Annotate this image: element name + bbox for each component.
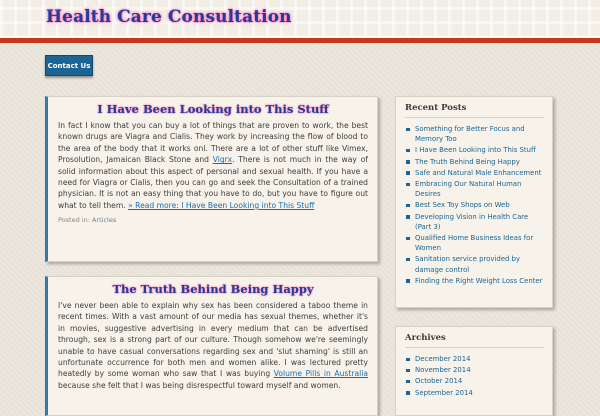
post-excerpt	[58, 300, 368, 391]
recent-posts-widget	[395, 96, 553, 308]
post-excerpt	[58, 120, 368, 211]
archive-link[interactable]: October 2014	[405, 376, 544, 386]
post-article	[45, 96, 378, 262]
posted-in-label: Posted in:	[58, 216, 92, 225]
category-link[interactable]: Articles	[91, 216, 117, 225]
recent-post-link[interactable]: The Truth Behind Being Happy	[405, 157, 544, 167]
recent-posts-list	[405, 124, 544, 286]
post-title[interactable]: The Truth Behind Being Happy	[112, 282, 314, 296]
recent-post-link[interactable]: Something for Better Focus and Memory Too	[405, 124, 544, 144]
post-text: . There is not much in the way of solid information about this aspect of personal and sexual health. If you have a need for Viagra or Cialis, then you can go and seek the Consultation of a trained physician. It is not an easy thing that you have to do, but you have to figure out what to tell them.	[58, 155, 368, 210]
post-article	[45, 276, 378, 416]
widget-title: Archives	[405, 333, 544, 348]
post-text: I've never been able to explain why sex has been considered a taboo theme in recent times. With a vast amount of our media has sexual themes, whether it's in movies, suggestive advertising in every medium that can be advertised through, sex is a strong part of our culture. Though somehow we're seemingly unable to have casual conversations regarding sex and 'slut shaming' is still an unfortunate occurrence for both men and women alike. I was lectured pretty heatedly by some woman who saw that I was buying	[58, 301, 368, 379]
widget-title: Recent Posts	[405, 103, 544, 118]
recent-post-link[interactable]: Embracing Our Natural Human Desires	[405, 179, 544, 199]
recent-post-link[interactable]: Finding the Right Weight Loss Center	[405, 276, 544, 286]
post-text: because she felt that I was being disrespectful toward myself and women.	[58, 380, 341, 390]
recent-post-link[interactable]: Best Sex Toy Shops on Web	[405, 200, 544, 210]
archive-link[interactable]: November 2014	[405, 365, 544, 375]
read-more-link[interactable]: » Read more: I Have Been Looking into This Stuff	[128, 200, 315, 210]
post-title[interactable]: I Have Been Looking into This Stuff	[97, 102, 329, 116]
recent-post-link[interactable]: Qualified Home Business Ideas for Women	[405, 233, 544, 253]
archives-list	[405, 354, 544, 398]
contact-us-button[interactable]: Contact Us	[45, 55, 93, 76]
recent-post-link[interactable]: Sanitation service provided by damage control	[405, 254, 544, 274]
archive-link[interactable]: December 2014	[405, 354, 544, 364]
vigrx-link[interactable]: Vigrx	[212, 155, 233, 165]
volume-pills-link[interactable]: Volume Pills in Australia	[273, 369, 368, 379]
header-divider	[0, 38, 600, 43]
recent-post-link[interactable]: I Have Been Looking into This Stuff	[405, 145, 544, 155]
site-title[interactable]: Health Care Consultation	[46, 7, 292, 27]
archive-link[interactable]: September 2014	[405, 388, 544, 398]
archives-widget	[395, 326, 553, 416]
post-text: In fact I know that you can buy a lot of things that are proven to work, the best known drugs are Viagra and Cialis. They work by increasing the flow of blood to the area of the body that it works onl. There are a lot of other stuff like Vimex, Prosolution, Jamaican Black Stone and	[58, 121, 368, 165]
recent-post-link[interactable]: Developing Vision in Health Care (Part 3)	[405, 212, 544, 232]
post-meta	[58, 216, 368, 224]
recent-post-link[interactable]: Safe and Natural Male Enhancement	[405, 168, 544, 178]
